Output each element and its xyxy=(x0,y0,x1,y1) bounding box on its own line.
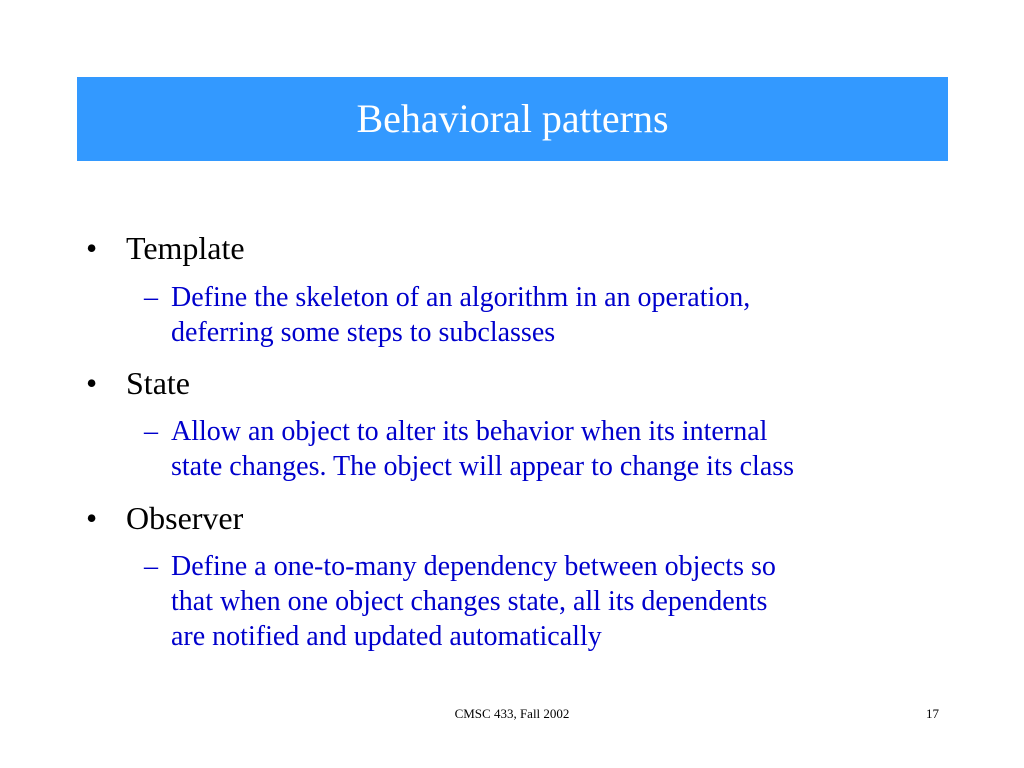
bullet-label: Observer xyxy=(126,500,244,536)
bullet-label: State xyxy=(126,365,190,401)
sub-bullet-line: that when one object changes state, all its dependents xyxy=(171,586,768,617)
sub-bullet-line: Allow an object to alter its behavior when its internal xyxy=(171,416,768,447)
sub-bullet-line: deferring some steps to subclasses xyxy=(171,317,556,348)
bullet-icon: • xyxy=(86,230,98,266)
sub-bullet-item xyxy=(144,549,776,654)
bullet-item xyxy=(86,232,245,264)
bullet-label: Template xyxy=(126,230,245,266)
page-number: 17 xyxy=(926,706,939,721)
sub-bullet-item xyxy=(144,280,750,350)
footer-course: CMSC 433, Fall 2002 xyxy=(454,706,570,721)
bullet-item xyxy=(86,502,243,534)
bullet-icon: • xyxy=(86,500,98,536)
sub-bullet-line: Define a one-to-many dependency between objects so xyxy=(171,551,776,582)
bullet-item xyxy=(86,367,190,399)
sub-bullet-line: Define the skeleton of an algorithm in an operation, xyxy=(171,282,751,313)
slide-title: Behavioral patterns xyxy=(356,96,669,141)
dash-icon: – xyxy=(144,551,158,582)
sub-bullet-line: state changes. The object will appear to change its class xyxy=(171,451,795,482)
sub-bullet-item xyxy=(144,414,794,484)
bullet-icon: • xyxy=(86,365,98,401)
title-bar xyxy=(77,77,948,161)
dash-icon: – xyxy=(144,416,158,447)
sub-bullet-line: are notified and updated automatically xyxy=(171,621,602,652)
dash-icon: – xyxy=(144,282,158,313)
